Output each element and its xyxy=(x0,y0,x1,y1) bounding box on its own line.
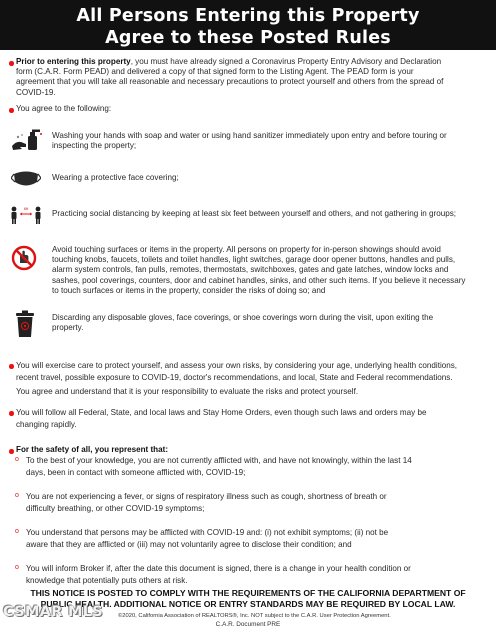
document-id: C.A.R. Document PRE xyxy=(215,621,281,628)
safety-item xyxy=(26,563,411,586)
title-line-1: All Persons Entering this Property xyxy=(76,6,420,26)
rule-text: Practicing social distancing by keeping at least six feet between yourself and others, and not gathering in groups; xyxy=(52,209,457,218)
rule-text xyxy=(52,313,433,333)
rule-line: Discarding any disposable gloves, face coverings, or shoe coverings worn during the visit, upon exiting the xyxy=(52,313,434,322)
safety-line: days, been in contact with someone afflicted with, COVID-19; xyxy=(26,467,246,477)
rule-text: Wearing a protective face covering; xyxy=(52,173,179,182)
care-line: You agree and understand that it is your responsibility to evaluate the risks and protect yourself. xyxy=(16,387,359,397)
safety-item xyxy=(26,455,412,478)
notice-line: PUBLIC HEALTH. ADDITIONAL NOTICE OR ENTRY STANDARDS MAY BE REQUIRED BY LOCAL LAW. xyxy=(40,599,456,609)
safety-line: To the best of your knowledge, you are not currently afflicted with, and have not knowingly, within the last 14 xyxy=(26,456,412,465)
intro-lead: Prior to entering this property xyxy=(16,57,131,66)
rule-text xyxy=(52,245,465,296)
agree-heading: You agree to the following: xyxy=(16,104,112,113)
rule-line: property. xyxy=(52,323,84,333)
safety-heading: For the safety of all, you represent that: xyxy=(16,445,169,454)
sub-bullet: o xyxy=(15,492,19,499)
sub-bullet: o xyxy=(15,564,19,571)
title-line-2: Agree to these Posted Rules xyxy=(105,28,391,48)
rule-text xyxy=(52,131,447,151)
intro-paragraph xyxy=(16,57,492,98)
safety-item xyxy=(26,491,387,514)
rule-line: inspecting the property; xyxy=(52,141,137,151)
social-distance-icon xyxy=(9,203,43,225)
laws-line: You will follow all Federal, State, and local laws and Stay Home Orders, even though such laws and orders may be xyxy=(16,408,427,417)
care-line: You will exercise care to protect yourself, and assess your own risks, by considering your age, underlying health conditions, xyxy=(16,361,458,370)
laws-line: changing rapidly. xyxy=(16,419,77,429)
care-paragraph xyxy=(16,360,457,398)
safety-item xyxy=(26,527,388,550)
intro-text: , you must have already signed a Coronavirus Property Entry Advisory and Declaration xyxy=(130,57,442,66)
red-bullet xyxy=(9,449,14,454)
laws-paragraph xyxy=(16,407,426,430)
distance-label: 6ft xyxy=(23,206,29,211)
mls-watermark-logo: CSMAR MLS xyxy=(3,604,104,620)
safety-line: You will inform Broker if, after the date this document is signed, there is a change in your health condition or xyxy=(26,564,411,573)
safety-line: knowledge that potentially puts others at risk. xyxy=(26,575,188,585)
intro-text: form (C.A.R. Form PEAD) and delivered a copy of that signed form to the Listing Agent. The PEAD form is your xyxy=(16,67,414,77)
rule-line: to touch surfaces or items in the property, consider the risks of doing so; and xyxy=(52,285,326,295)
title-banner xyxy=(0,0,496,50)
red-bullet xyxy=(9,108,14,113)
sub-bullet: o xyxy=(15,456,19,463)
trash-can-icon xyxy=(14,310,36,338)
care-line: recent travel, possible exposure to COVID-19, doctor's recommendations, and local, State and Federal recommendations. xyxy=(16,372,453,382)
rule-line: touching knobs, faucets, toilets and toilet handles, light switches, garage door opener buttons, handles and pulls, xyxy=(52,255,456,265)
red-bullet xyxy=(9,411,14,416)
intro-text: COVID-19. xyxy=(16,87,56,97)
safety-line: You are not experiencing a fever, or signs of respiratory illness such as cough, shortness of breath or xyxy=(26,492,387,501)
intro-text: agreement that you will take all reasonable and necessary precautions to protect yourself and others from the spread of xyxy=(16,77,444,87)
rule-line: Avoid touching surfaces or items in the property. All persons on property for in-person showings should avoid xyxy=(52,245,441,254)
notice-line: THIS NOTICE IS POSTED TO COMPLY WITH THE REQUIREMENTS OF THE CALIFORNIA DEPARTMENT OF xyxy=(30,588,466,598)
no-touching-icon xyxy=(11,245,37,271)
red-bullet xyxy=(9,61,14,66)
face-mask-icon xyxy=(11,169,41,189)
rule-line: alarm system controls, fan pulls, remotes, thermostats, switchboxes, gates and gate latches, window locks and xyxy=(52,265,449,275)
rule-line: Washing your hands with soap and water or using hand sanitizer immediately upon entry and before touring or xyxy=(52,131,447,140)
hand-sanitizer-icon xyxy=(10,128,44,154)
rule-line: sashes, pool coverings, counters, door and cabinet handles, sinks, and other such items. If you believe it necessary xyxy=(52,275,466,285)
red-bullet xyxy=(9,364,14,369)
sub-bullet: o xyxy=(15,528,19,535)
copyright-text: ©2020, California Association of REALTORS®, Inc. NOT subject to the C.A.R. User Protection Agreement. xyxy=(118,613,391,619)
safety-line: aware that they are afflicted or (iii) may not voluntarily agree to disclose their condition; and xyxy=(26,539,352,549)
safety-line: You understand that persons may be afflicted with COVID-19 and: (i) not exhibit symptoms; (ii) not be xyxy=(26,528,389,537)
safety-line: difficulty breathing, or other COVID-19 symptoms; xyxy=(26,503,205,513)
